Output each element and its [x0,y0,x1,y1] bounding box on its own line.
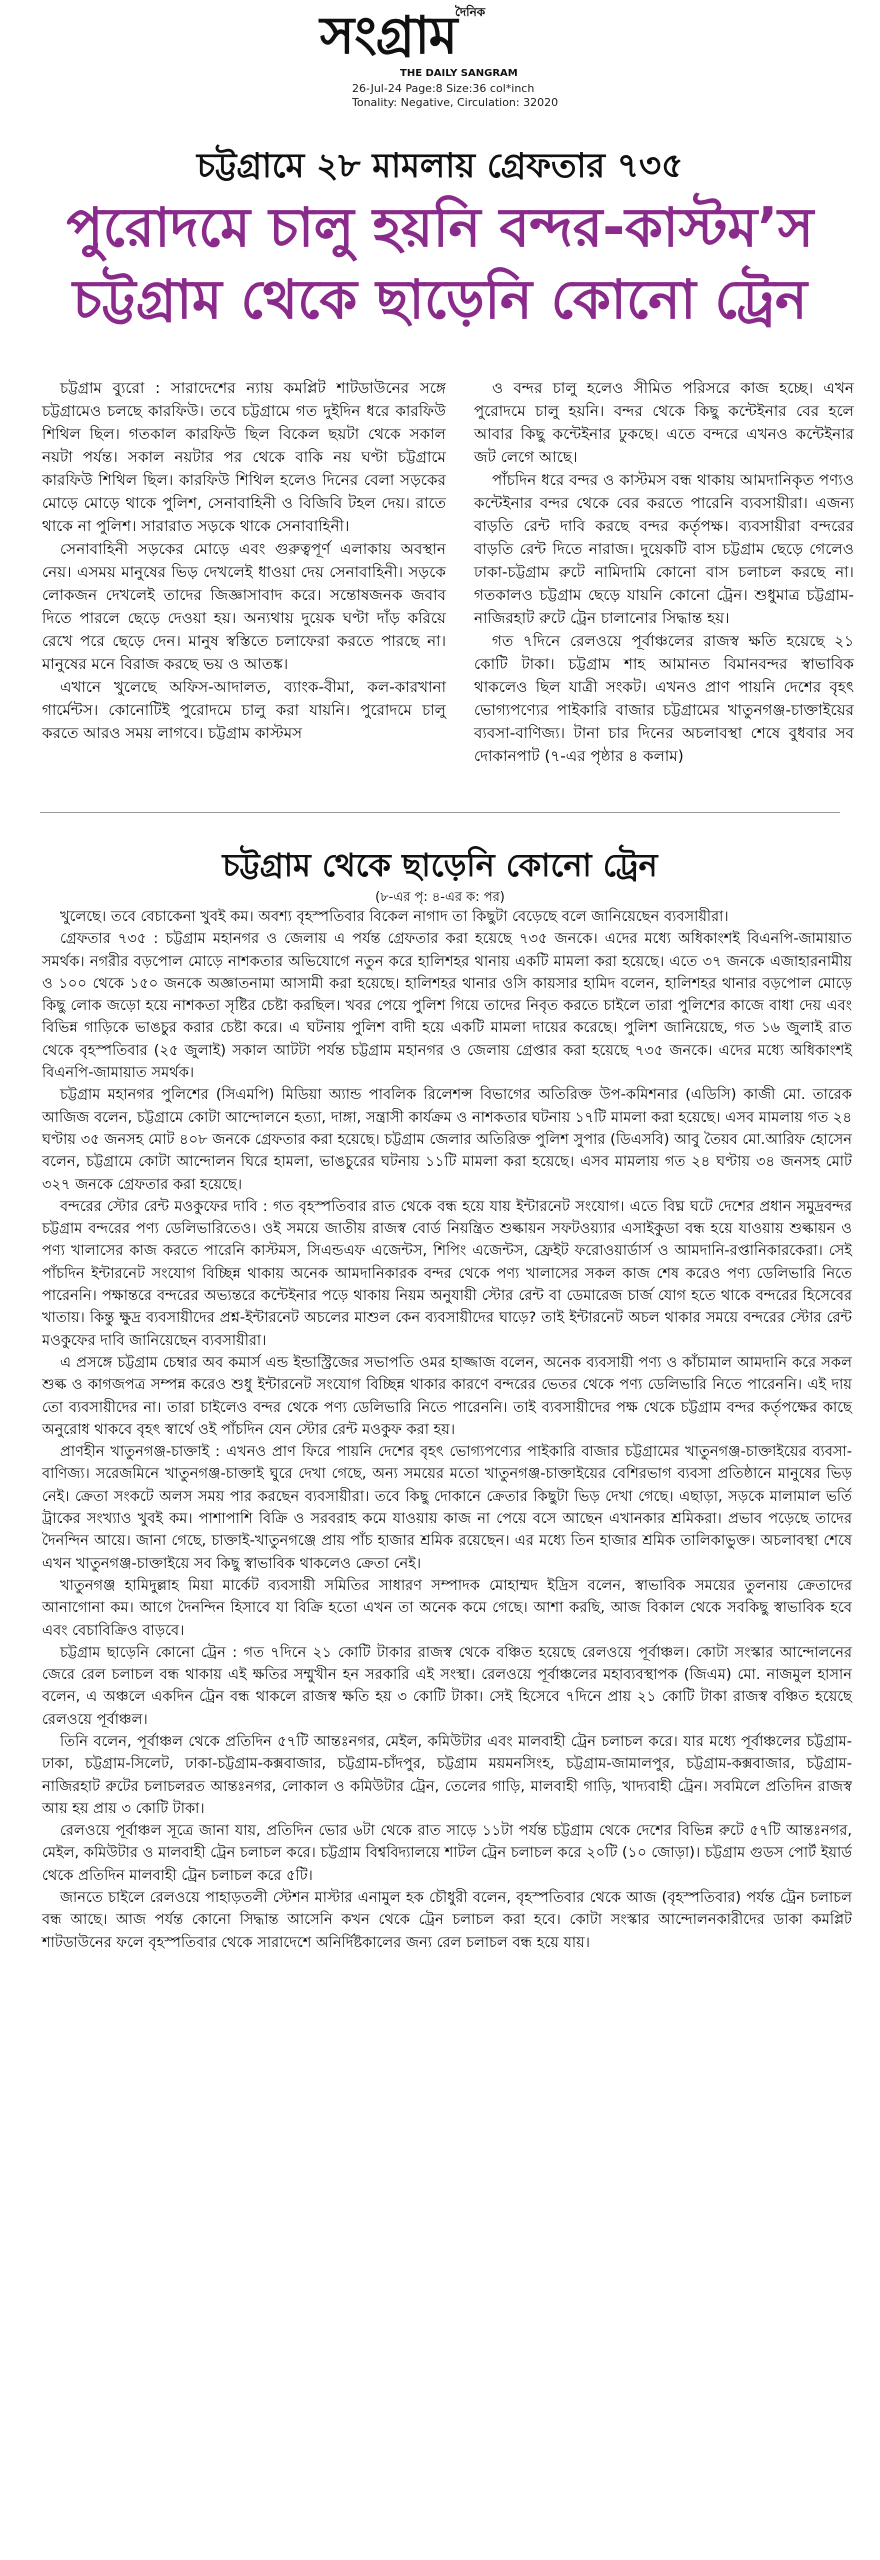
paragraph: চট্টগ্রাম ছাড়েনি কোনো ট্রেন : গত ৭দিনে ২১ কোটি টাকার রাজস্ব থেকে বঞ্চিত হয়েছে রেলওয়ে পূর্বাঞ্চল। কোটা সংস্কার আন্দোলনের জেরে রেল চলাচল বন্ধ থাকায় এই ক্ষতির সম্মুখীন হন সরকারি এই সংস্থা। রেলওয়ে পূর্বাঞ্চলের মহাব্যবস্থাপক (জিএম) মো. নাজমুল হাসান বলেন, এ অঞ্চলে একদিন ট্রেন বন্ধ থাকলে রাজস্ব ক্ষতি হয় ৩ কোটি টাকা। সেই হিসেবে ৭দিনে প্রায় ২১ কোটি টাকা রাজস্ব বঞ্চিত হয়েছে রেলওয়ে পূর্বাঞ্চল। [42,1643,852,1728]
paragraph: খাতুনগঞ্জ হামিদুল্লাহ মিয়া মার্কেট ব্যবসায়ী সমিতির সাধারণ সম্পাদক মোহাম্মদ ইদ্রিস বলেন, স্বাভাবিক সময়ের তুলনায় ক্রেতাদের আনাগোনা কম। আগে দৈনন্দিন হিসাবে যা বিক্রি হতো এখন তা অনেক কমে গেছে। আশা করছি, আজ বিকাল থেকে সবকিছু স্বাভাবিক হবে এবং বেচাবিক্রিও বাড়বে। [42,1576,852,1639]
paragraph: ও বন্দর চালু হলেও সীমিত পরিসরে কাজ হচ্ছে। এখন পুরোদমে চালু হয়নি। বন্দর থেকে কিছু কন্টেইনার বের হলে আবার কিছু কন্টেইনার ঢুকছে। এতে বন্দরে এখনও কন্টেইনার জট লেগে আছে। [474,379,854,466]
clip-metadata [352,82,558,110]
newspaper-logo: সংগ্রাম [320,6,457,66]
paragraph: তিনি বলেন, পূর্বাঞ্চল থেকে প্রতিদিন ৫৭টি আন্তঃনগর, মেইল, কমিউটার এবং মালবাহী ট্রেন চলাচল করে। যার মধ্যে পূর্বাঞ্চলের চট্টগ্রাম-ঢাকা, চট্টগ্রাম-সিলেট, ঢাকা-চট্টগ্রাম-কক্সবাজার, চট্টগ্রাম-চাঁদপুর, চট্টগ্রাম ময়মনসিংহ, চট্টগ্রাম-জামালপুর, চট্টগ্রাম-কক্সবাজার, চট্টগ্রাম-নাজিরহাট রুটের চলাচলরত আন্তঃনগর, লোকাল ও কমিউটার ট্রেন, তেলের গাড়ি, মালবাহী গাড়ি, খাদ্যবাহী ট্রেন। সবমিলে প্রতিদিন রাজস্ব আয় হয় প্রায় ৩ কোটি টাকা। [42,1732,853,1817]
paragraph: চট্টগ্রাম ব্যুরো : সারাদেশের ন্যায় কমপ্লিট শাটডাউনের সঙ্গে চট্টগ্রামেও চলছে কারফিউ। তবে চট্টগ্রামে গত দুইদিন ধরে কারফিউ শিথিল ছিল। গতকাল কারফিউ ছিল বিকেল ছয়টা থেকে সকাল নয়টা পর্যন্ত। সকাল নয়টার পর থেকে বাকি নয় ঘণ্টা চট্টগ্রামে কারফিউ শিথিল ছিল। কারফিউ শিথিল হলেও দিনের বেলা সড়কের মোড়ে মোড়ে থাকে পুলিশ, সেনাবাহিনী ও বিজিবি টহল দেয়। রাতে থাকে না পুলিশ। সারারাত সড়কে থাকে সেনাবাহিনী। [42,379,446,535]
continuation-body [42,906,852,1954]
newspaper-english-name: THE DAILY SANGRAM [400,68,518,79]
paragraph: গত ৭দিনে রেলওয়ে পূর্বাঞ্চলের রাজস্ব ক্ষতি হয়েছে ২১ কোটি টাকা। চট্টগ্রাম শাহ আমানত বিমানবন্দর স্বাভাবিক থাকলেও ছিল যাত্রী সংকট। এখনও প্রাণ পায়নি দেশের বৃহৎ ভোগ্যপণ্যের পাইকারি বাজার চট্টগ্রামের খাতুনগঞ্জ-চাক্তাইয়ের ব্যবসা-বাণিজ্য। টানা চার দিনের অচলাবস্থা শেষে বুধবার সব দোকানপাট (৭-এর পৃষ্ঠার ৪ কলাম) [474,632,854,765]
paragraph: এখানে খুলেছে অফিস-আদালত, ব্যাংক-বীমা, কল-কারখানা গার্মেন্টস। কোনোটিই পুরোদমে চালু করা যায়নি। পুরোদমে চালু করতে আরও সময় লাগবে। চট্টগ্রাম কাস্টমস [42,678,446,742]
paragraph: চট্টগ্রাম মহানগর পুলিশের (সিএমপি) মিডিয়া অ্যান্ড পাবলিক রিলেশন্স বিভাগের অতিরিক্ত উপ-কমিশনার (এডিসি) কাজী মো. তারেক আজিজ বলেন, চট্টগ্রামে কোটা আন্দোলনে হত্যা, দাঙ্গা, সন্ত্রাসী কার্যক্রম ও নাশকতার ঘটনায় ১৭টি মামলা করা হয়েছে। এসব মামলায় গত ২৪ ঘণ্টায় ৩৫ জনসহ মোট ৪০৮ জনকে গ্রেফতার করা হয়েছে। চট্টগ্রাম জেলার অতিরিক্ত পুলিশ সুপার (ডিএসবি) আবু তৈয়ব মো.আরিফ হোসেন বলেন, চট্টগ্রামে কোটা আন্দোলন ঘিরে হামলা, ভাঙচুরের ঘটনায় ১১টি মামলা করা হয়েছে। এসব মামলায় গত ২৪ ঘণ্টায় ৩৪ জনসহ মোট ৩২৭ জনকে গ্রেফতার করা হয়েছে। [42,1086,852,1193]
paragraph: প্রাণহীন খাতুনগঞ্জ-চাক্তাই : এখনও প্রাণ ফিরে পায়নি দেশের বৃহৎ ভোগ্যপণ্যের পাইকারি বাজার চট্টগ্রামের খাতুনগঞ্জ-চাক্তাইয়ের ব্যবসা-বাণিজ্য। সরেজমিনে খাতুনগঞ্জ-চাক্তাই ঘুরে দেখা গেছে, অন্য সময়ের মতো খাতুনগঞ্জ-চাক্তাইয়ের বেশিরভাগ ব্যবসা প্রতিষ্ঠানে মানুষের ভিড় নেই। ক্রেতা সংকটে অলস সময় পার করছেন ব্যবসায়ীরা। তবে কিছু দোকানে ক্রেতার কিছুটা ভিড় দেখা গেছে। এছাড়া, সড়কে মালামাল ভর্তি ট্রাকের সংখ্যাও খুবই কম। পাশাপাশি বিক্রি ও সরবরাহ কমে যাওয়ায় কাজ না পেয়ে বসে আছেন এখানকার শ্রমিকরা। প্রভাব পড়েছে তাদের দৈনন্দিন আয়ে। জানা গেছে, চাক্তাই-খাতুনগঞ্জে প্রায় পাঁচ হাজার শ্রমিক রয়েছেন। এর মধ্যে তিন হাজার শ্রমিক তালিকাভুক্ত। অচলাবস্থা শেষে এখন খাতুনগঞ্জ-চাক্তাইয়ে সব কিছু স্বাভাবিক থাকলেও ক্রেতা নেই। [42,1443,852,1572]
clip-meta-line2: Tonality: Negative, Circulation: 32020 [352,96,559,109]
headline-line1: পুরোদমে চালু হয়নি বন্দর-কাস্টম’স [66,196,814,259]
article-column-1 [42,377,446,745]
paragraph: বন্দরের স্টোর রেন্ট মওকুফের দাবি : গত বৃহস্পতিবার রাত থেকে বন্ধ হয়ে যায় ইন্টারনেট সংযোগ। এতে বিঘ্ন ঘটে দেশের প্রধান সমুদ্রবন্দর চট্টগ্রাম বন্দরের পণ্য ডেলিভারিতেও। ওই সময়ে জাতীয় রাজস্ব বোর্ড নিয়ন্ত্রিত শুল্কায়ন সফটওয়্যার এসাইকুডা বন্ধ হয়ে যাওয়ায় শুল্কায়ন ও পণ্য খালাসের কাজ করতে পারেনি কাস্টমস, সিএন্ডএফ এজেন্টস, শিপিং এজেন্টস, ফ্রেইট ফরোওয়ার্ডার্স ও আমদানি-রপ্তানিকারকেরা। সেই পাঁচদিন ইন্টারনেট সংযোগ বিচ্ছিন্ন থাকায় অনেক আমদানিকারক বন্দর থেকে পণ্য খালাসের সকল কাজ শেষ করেও পণ্য ডেলিভারি নিতে পারেননি। পক্ষান্তরে বন্দরের অভ্যন্তরে কন্টেইনার পড়ে থাকায় নিয়ম অনুযায়ী স্টোর রেন্ট বা ডেমারেজ চার্জ যোগ হতে থাকে বন্দরের হিসেবের খাতায়। কিন্তু ক্ষুদ্র ব্যবসায়ীদের প্রশ্ন-ইন্টারনেট অচলের মাশুল কেন ব্যবসায়ীদের ঘাড়ে? তাই ইন্টারনেট অচল থাকার সময়ে বন্দরের স্টোর রেন্ট মওকুফের দাবি জানিয়েছেন ব্যবসায়ীরা। [42,1197,852,1349]
article-column-2 [474,377,854,768]
paragraph: সেনাবাহিনী সড়কের মোড়ে এবং গুরুত্বপূর্ণ এলাকায় অবস্থান নেয়। এসময় মানুষের ভিড় দেখলেই ধাওয়া দেয় সেনাবাহিনী। সড়কে লোকজন দেখলেই তাদের জিজ্ঞাসাবাদ করে। সন্তোষজনক জবাব দিতে পারলে ছেড়ে দেওয়া হয়। অন্যথায় দুয়েক ঘণ্টা দাঁড় করিয়ে রেখে পরে ছেড়ে দেন। মানুষ স্বস্তিতে চলাফেরা করতে পারছে না। মানুষের মনে বিরাজ করছে ভয় ও আতঙ্ক। [42,540,446,673]
continuation-title: চট্টগ্রাম থেকে ছাড়েনি কোনো ট্রেন [222,846,658,884]
masthead-daily: দৈনিক [455,5,486,19]
paragraph: গ্রেফতার ৭৩৫ : চট্টগ্রাম মহানগর ও জেলায় এ পর্যন্ত গ্রেফতার করা হয়েছে ৭৩৫ জনকে। এদের মধ্যে অধিকাংশই বিএনপি-জামায়াত সমর্থক। নগরীর বড়পোল মোড়ে নাশকতার অভিযোগে নতুন করে হালিশহর থানায় একটি মামলা করা হয়েছে। এতে ৩৭ জনকে এজাহারনামীয় ও ১০০ থেকে ১৫০ জনকে অজ্ঞাতনামা আসামী করা হয়েছে। হালিশহর থানার ওসি কায়সার হামিদ বলেন, হালিশহর থানার বড়পোল মোড়ে কিছু লোক জড়ো হয়ে নাশকতা সৃষ্টির চেষ্টা করছিল। খবর পেয়ে পুলিশ গিয়ে তাদের নিবৃত করতে চাইলে তারা পুলিশের কাজে বাধা দেয় এবং বিভিন্ন গাড়িকে ভাঙচুর করার চেষ্টা করে। এ ঘটনায় পুলিশ বাদী হয়ে একটি মামলা দায়ের করেছে। পুলিশ জানিয়েছে, গত ১৬ জুলাই রাত থেকে বৃহস্পতিবার (২৫ জুলাই) সকাল আটটা পর্যন্ত চট্টগ্রাম মহানগর ও জেলায় গ্রেপ্তার করা হয়েছে ৭৩৫ জনকে। এদের মধ্যে অধিকাংশই বিএনপি-জামায়াত সমর্থক। [42,930,852,1082]
section-divider [40,812,840,813]
headline-line2: চট্টগ্রাম থেকে ছাড়েনি কোনো ট্রেন [72,268,808,331]
paragraph: খুলেছে। তবে বেচাকেনা খুবই কম। অবশ্য বৃহস্পতিবার বিকেল নাগাদ তা কিছুটা বেড়েছে বলে জানিয়েছেন ব্যবসায়ীরা। [60,908,729,925]
paragraph: জানতে চাইলে রেলওয়ে পাহাড়তলী স্টেশন মাস্টার এনামুল হক চৌধুরী বলেন, বৃহস্পতিবার থেকে আজ (বৃহস্পতিবার) পর্যন্ত ট্রেন চলাচল বন্ধ আছে। আজ পর্যন্ত কোনো সিদ্ধান্ত আসেনি কখন থেকে ট্রেন চলাচল করা হবে। কোটা সংস্কার আন্দোলনকারীদের ডাকা কমপ্লিট শাটডাউনের ফলে বৃহস্পতিবার থেকে সারাদেশে অনির্দিষ্টকালের জন্য রেল চলাচল বন্ধ হয়ে যায়। [42,1889,852,1951]
clip-meta-line1: 26-Jul-24 Page:8 Size:36 col*inch [352,82,535,95]
article-kicker: চট্টগ্রামে ২৮ মামলায় গ্রেফতার ৭৩৫ [196,146,684,186]
masthead [0,0,880,109]
paragraph: পাঁচদিন ধরে বন্দর ও কাস্টমস বন্ধ থাকায় আমদানিকৃত পণ্যও কন্টেইনার বন্দর থেকে বের করতে পারেনি ব্যবসায়ীরা। এজন্য বাড়তি রেন্ট দাবি করছে বন্দর কর্তৃপক্ষ। ব্যবসায়ীরা বন্দরের বাড়তি রেন্ট দিতে নারাজ। দুয়েকটি বাস চট্টগ্রাম ছেড়ে গেলেও ঢাকা-চট্টগ্রাম রুটে নামিদামি কোনো বাস চলাচল করছে না। গতকালও চট্টগ্রাম ছেড়ে যায়নি কোনো ট্রেন। শুধুমাত্র চট্টগ্রাম-নাজিরহাট রুটে ট্রেন চালানোর সিদ্ধান্ত হয়। [474,471,854,627]
paragraph: রেলওয়ে পূর্বাঞ্চল সূত্রে জানা যায়, প্রতিদিন ভোর ৬টা থেকে রাত সাড়ে ১১টা পর্যন্ত চট্টগ্রাম থেকে দেশের বিভিন্ন রুটে ৫৭টি আন্তঃনগর, মেইল, কমিউটার ও মালবাহী ট্রেন চলাচল করে। চট্টগ্রাম বিশ্ববিদ্যালয়ে শাটল ট্রেন চলাচল করে ২০টি (১০ জোড়া)। চট্টগ্রাম গুডস পোর্ট ইয়ার্ড থেকে প্রতিদিন মালবাহী ট্রেন চলাচল করে ৫টি। [42,1822,852,1884]
continuation-jump-line: (৮-এর পৃ: ৪-এর ক: পর) [375,890,505,905]
paragraph: এ প্রসঙ্গে চট্টগ্রাম চেম্বার অব কমার্স এন্ড ইন্ডাস্ট্রিজের সভাপতি ওমর হাজ্জাজ বলেন, অনেক ব্যবসায়ী পণ্য ও কাঁচামাল আমদানি করে সকল শুল্ক ও কাগজপত্র সম্পন্ন করেও শুধু ইন্টারনেট সংযোগ বিচ্ছিন্ন থাকার কারণে বন্দরের ভেতর থেকে পণ্য ডেলিভারি নিতে পারেননি। এই দায় তো ব্যবসায়ীদের না। তারা চাইলেও বন্দর থেকে পণ্য ডেলিভারি নিতে পারেননি। তাই ব্যবসায়ীদের পক্ষ থেকে চট্টগ্রাম বন্দর কর্তৃপক্ষের কাছে অনুরোধ থাকবে বৃহৎ স্বার্থে ওই পাঁচদিন যেন স্টোর রেন্ট মওকুফ করা হয়। [42,1353,852,1438]
